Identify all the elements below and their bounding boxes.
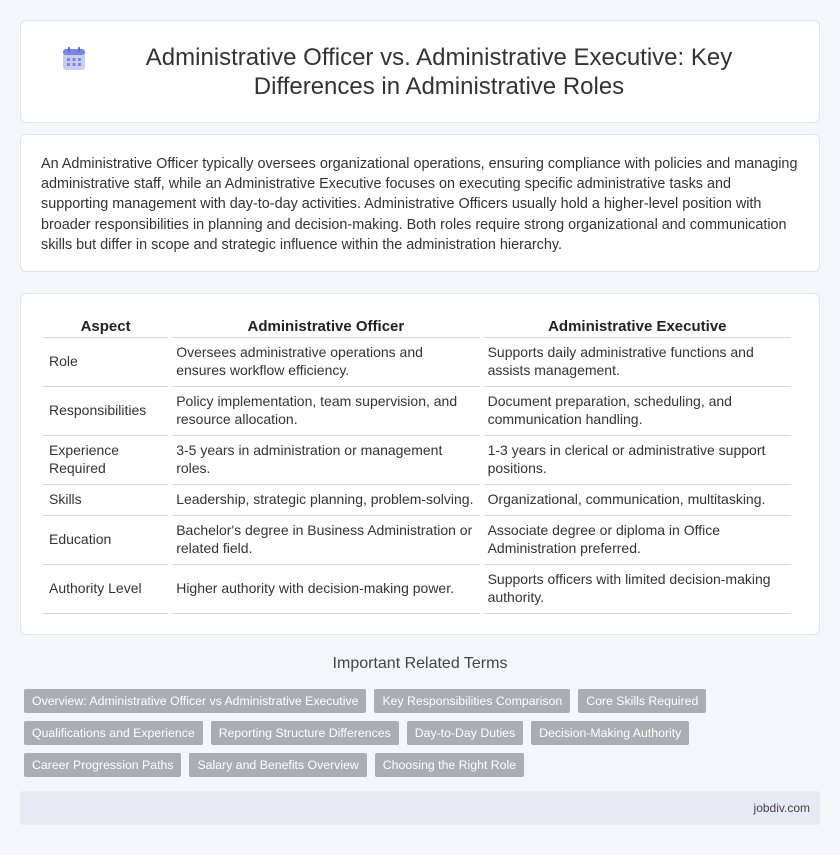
header-aspect: Aspect [43,314,168,338]
table-row [43,565,791,614]
calendar-icon [61,46,87,72]
row-officer: Oversees administrative operations and ensures workflow efficiency. [172,338,479,387]
footer-site-link[interactable]: jobdiv.com [753,801,810,815]
row-aspect: Skills [43,485,168,516]
table-row [43,436,791,485]
row-officer: Leadership, strategic planning, problem-solving. [172,485,479,516]
row-executive: Associate degree or diploma in Office Administration preferred. [484,516,791,565]
table-row [43,387,791,436]
table-header-row [43,314,791,338]
row-aspect: Responsibilities [43,387,168,436]
related-tag[interactable]: Overview: Administrative Officer vs Administrative Executive [24,689,366,713]
row-aspect: Education [43,516,168,565]
row-executive: Supports daily administrative functions and assists management. [484,338,791,387]
row-officer: Higher authority with decision-making power. [172,565,479,614]
related-tag[interactable]: Reporting Structure Differences [211,721,399,745]
row-officer: 3-5 years in administration or management roles. [172,436,479,485]
related-tag[interactable]: Choosing the Right Role [375,753,524,777]
intro-card [20,134,820,272]
related-tag[interactable]: Day-to-Day Duties [407,721,523,745]
table-row [43,516,791,565]
row-officer: Bachelor's degree in Business Administration or related field. [172,516,479,565]
row-aspect: Role [43,338,168,387]
row-aspect: Experience Required [43,436,168,485]
title-card [20,20,820,123]
table-row [43,338,791,387]
row-executive: Supports officers with limited decision-making authority. [484,565,791,614]
header-officer: Administrative Officer [172,314,479,338]
row-executive: 1-3 years in clerical or administrative support positions. [484,436,791,485]
tag-row [24,753,804,777]
related-tag[interactable]: Salary and Benefits Overview [189,753,366,777]
comparison-table [39,314,795,614]
related-tag[interactable]: Career Progression Paths [24,753,181,777]
table-row [43,485,791,516]
intro-paragraph: An Administrative Officer typically oversees organizational operations, ensuring compliance with policies and managing administrative staff, while an Administrative Executive focuses on executing specific administrative tasks and supporting management with day-to-day activities. Administrative Officers usually hold a higher-level position with broader responsibilities in planning and decision-making. Both roles require strong organizational and communication skills but differ in scope and strategic influence within the administration hierarchy. [41,156,798,253]
related-tag[interactable]: Core Skills Required [578,689,706,713]
tag-row [24,721,804,745]
page-title: Administrative Officer vs. Administrative Executive: Key Differences in Administrative Roles [145,43,733,100]
related-tag[interactable]: Qualifications and Experience [24,721,203,745]
row-officer: Policy implementation, team supervision, and resource allocation. [172,387,479,436]
related-terms-title: Important Related Terms [332,655,508,672]
row-executive: Document preparation, scheduling, and communication handling. [484,387,791,436]
row-executive: Organizational, communication, multitasking. [484,485,791,516]
footer [20,791,820,825]
related-tag[interactable]: Decision-Making Authority [531,721,689,745]
tag-row [24,689,804,713]
header-executive: Administrative Executive [484,314,791,338]
row-aspect: Authority Level [43,565,168,614]
title-wrap [21,43,819,101]
comparison-card [20,293,820,635]
related-tags [24,689,804,785]
related-tag[interactable]: Key Responsibilities Comparison [374,689,570,713]
